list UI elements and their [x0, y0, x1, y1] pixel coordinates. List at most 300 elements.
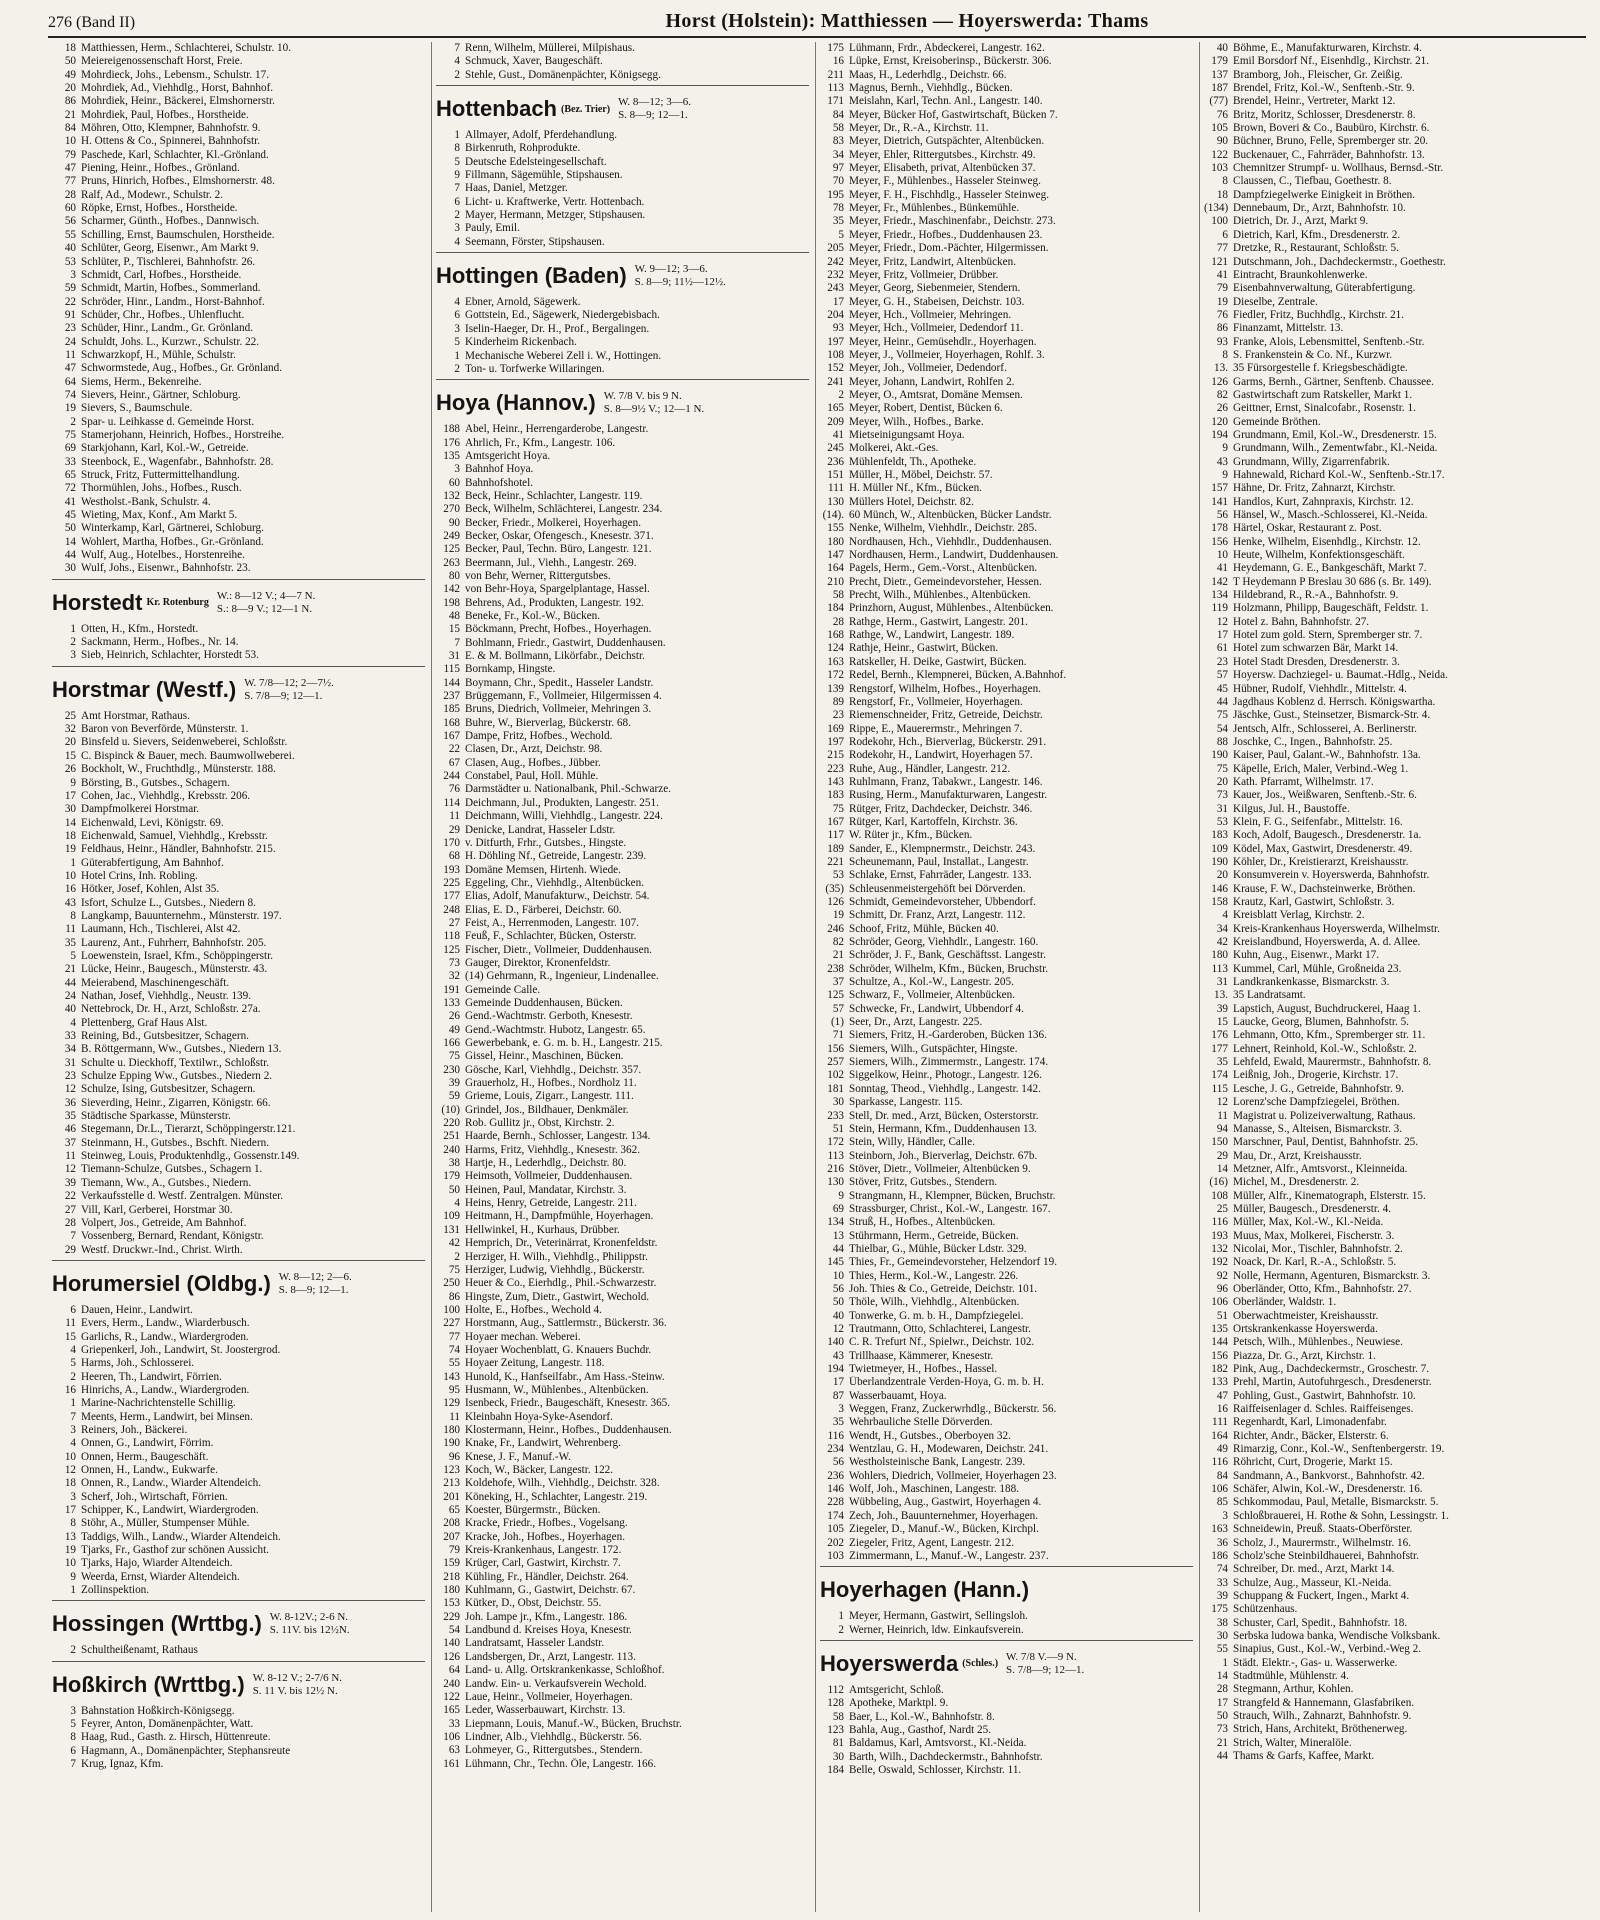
phone-number: 49	[448, 1023, 460, 1036]
directory-entry	[820, 469, 1193, 482]
phone-number: 34	[832, 148, 844, 161]
directory-entry	[436, 1064, 809, 1077]
phone-number: 77	[448, 1330, 460, 1343]
directory-entry	[436, 1384, 809, 1397]
subscriber-name: Verkaufsstelle d. Westf. Zentralgen. Münster.	[81, 1190, 284, 1203]
phone-number: 25	[1216, 1202, 1228, 1215]
subscriber-name: Amtsgericht, Schloß.	[849, 1683, 944, 1696]
phone-number: 175	[827, 42, 844, 54]
directory-entry	[436, 477, 809, 490]
subscriber-name: Steinweg, Louis, Produktenhdlg., Gossenstr.149.	[81, 1150, 300, 1163]
subscriber-name: Becker, Friedr., Molkerei, Hoyerhagen.	[465, 516, 642, 529]
subscriber-name: Dennebaum, Dr., Arzt, Bahnhofstr. 10.	[1233, 202, 1406, 215]
phone-number: 185	[443, 703, 460, 716]
directory-entry	[1204, 189, 1578, 202]
subscriber-name: Kuhlmann, G., Gastwirt, Deichstr. 67.	[465, 1584, 636, 1597]
phone-number: 61	[1216, 642, 1228, 655]
phone-number: 82	[1216, 388, 1228, 401]
subscriber-name: Volpert, Jos., Getreide, Am Bahnhof.	[81, 1216, 247, 1229]
phone-number: 8	[70, 1517, 76, 1530]
subscriber-name: Siemers, Wilh., Zimmermstr., Langestr. 174.	[849, 1056, 1049, 1069]
phone-number: 10	[64, 1557, 76, 1570]
subscriber-name: Kuhn, Aug., Eisenwr., Markt 17.	[1233, 949, 1380, 962]
directory-entry	[436, 222, 809, 235]
subscriber-name: Meiereigenossenschaft Horst, Freie.	[81, 55, 243, 68]
directory-entry	[436, 743, 809, 756]
directory-entry	[52, 803, 425, 816]
subscriber-name: Gottstein, Ed., Sägewerk, Niedergebisbach.	[465, 309, 660, 322]
directory-entry	[52, 636, 425, 649]
phone-number: 13.	[1214, 362, 1228, 375]
subscriber-name: Schulze Epping Ww., Gutsbes., Niedern 2.	[81, 1070, 273, 1083]
subscriber-name: Schützenhaus.	[1233, 1603, 1298, 1616]
column-3	[816, 42, 1200, 1912]
directory-entry	[820, 362, 1193, 375]
phone-number: 9	[838, 1189, 844, 1202]
subscriber-name: Brendel, Heinr., Vertreter, Markt 12.	[1233, 95, 1396, 108]
directory-entry	[1204, 215, 1578, 228]
directory-entry	[436, 1611, 809, 1624]
directory-entry	[52, 95, 425, 108]
phone-number: 75	[1216, 709, 1228, 722]
phone-number: 74	[1216, 1563, 1228, 1576]
phone-number: 248	[443, 903, 460, 916]
subscriber-name: Ebner, Arnold, Sägewerk.	[465, 296, 581, 309]
directory-entry	[52, 416, 425, 429]
subscriber-name: Schultheißenamt, Rathaus	[81, 1644, 198, 1657]
directory-entry	[436, 1651, 809, 1664]
subscriber-name: Scholz, J., Maurermstr., Wilhelmstr. 16.	[1233, 1536, 1412, 1549]
phone-number: 130	[827, 495, 844, 508]
directory-entry	[436, 730, 809, 743]
directory-entry	[1204, 1523, 1578, 1536]
phone-number: 183	[827, 789, 844, 802]
phone-number: 53	[1216, 815, 1228, 828]
phone-number: 35	[64, 1110, 76, 1123]
subscriber-name: Schuldt, Johs. L., Kurzwr., Schulstr. 22.	[81, 335, 260, 348]
directory-entry	[436, 363, 809, 376]
subscriber-name: Husmann, W., Mühlenbes., Altenbücken.	[465, 1383, 649, 1396]
directory-entry	[820, 429, 1193, 442]
subscriber-name: Belle, Oswald, Schlosser, Kirchstr. 11.	[849, 1763, 1022, 1776]
subscriber-name: Geittner, Ernst, Sinalcofabr., Rosenstr. 1.	[1233, 402, 1416, 415]
subscriber-name: Britz, Moritz, Schlosser, Dresdenerstr. 8.	[1233, 108, 1416, 121]
subscriber-name: Meyer, Hermann, Gastwirt, Sellingsloh.	[849, 1610, 1028, 1623]
directory-entry	[52, 1344, 425, 1357]
subscriber-name: Stegmann, Arthur, Kohlen.	[1233, 1683, 1354, 1696]
directory-entry	[1204, 562, 1578, 575]
phone-number: 5	[838, 228, 844, 241]
subscriber-name: Hagmann, A., Domänenpächter, Stephansreute	[81, 1744, 291, 1757]
phone-number: 81	[832, 1737, 844, 1750]
phone-number: 50	[64, 55, 76, 68]
directory-entry	[436, 1090, 809, 1103]
subscriber-name: Siemers, Fritz, H.-Garderoben, Bücken 136.	[849, 1029, 1047, 1042]
directory-entry	[436, 156, 809, 169]
directory-entry	[436, 1504, 809, 1517]
subscriber-name: Becker, Paul, Techn. Büro, Langestr. 121.	[465, 543, 652, 556]
phone-number: 245	[827, 442, 844, 455]
phone-number: 17	[1216, 629, 1228, 642]
subscriber-name: Ruhlmann, Franz, Tabakwr., Langestr. 146.	[849, 775, 1043, 788]
directory-entry	[1204, 442, 1578, 455]
subscriber-name: Thormühlen, Johs., Hofbes., Rusch.	[81, 482, 242, 495]
town-heading	[52, 1661, 425, 1705]
directory-entry	[436, 437, 809, 450]
phone-number: 12	[1216, 1096, 1228, 1109]
subscriber-name: Marschner, Paul, Dentist, Bahnhofstr. 25.	[1233, 1136, 1419, 1149]
phone-number: 9	[1222, 442, 1228, 455]
phone-number: 39	[64, 1176, 76, 1189]
phone-number: 21	[64, 108, 76, 121]
directory-entry	[52, 549, 425, 562]
phone-number: 6	[70, 1744, 76, 1757]
subscriber-name: Heimsoth, Vollmeier, Duddenhausen.	[465, 1170, 633, 1183]
phone-number: 100	[443, 1303, 460, 1316]
subscriber-name: Grauerholz, H., Hofbes., Nordholz 11.	[465, 1077, 637, 1090]
directory-entry	[436, 1464, 809, 1477]
phone-number: 221	[827, 855, 844, 868]
phone-number: 43	[1216, 455, 1228, 468]
town-heading	[52, 579, 425, 623]
subscriber-name: Laumann, Hch., Tischlerei, Alst 42.	[81, 923, 241, 936]
subscriber-name: Landsbergen, Dr., Arzt, Langestr. 113.	[465, 1650, 636, 1663]
phone-number: 76	[1216, 308, 1228, 321]
subscriber-name: Meyer, Joh., Vollmeier, Dedendorf.	[849, 362, 1007, 375]
directory-entry	[52, 790, 425, 803]
subscriber-name: Stein, Willy, Händler, Calle.	[849, 1136, 975, 1149]
phone-number: 13	[64, 1530, 76, 1543]
town-name: Hottingen (Baden)	[436, 263, 627, 289]
directory-entry	[1204, 789, 1578, 802]
phone-number: 84	[1216, 1469, 1228, 1482]
subscriber-name: Eichenwald, Samuel, Viehhdlg., Krebsstr.	[81, 829, 268, 842]
directory-entry	[820, 189, 1193, 202]
subscriber-name: Wohlert, Martha, Hofbes., Gr.-Grönland.	[81, 535, 264, 548]
subscriber-name: Mohrdiek, Heinr., Bäckerei, Elmshornerstr.	[81, 95, 275, 108]
directory-entry	[436, 1678, 809, 1691]
directory-entry	[1204, 95, 1578, 108]
subscriber-name: Lesche, J. G., Getreide, Bahnhofstr. 9.	[1233, 1082, 1404, 1095]
directory-entry	[52, 296, 425, 309]
directory-entry	[820, 95, 1193, 108]
directory-entry	[52, 1331, 425, 1344]
phone-number: 10	[1216, 549, 1228, 562]
subscriber-name: Lindner, Alb., Viehhdlg., Bückerstr. 56.	[465, 1730, 642, 1743]
directory-entry	[820, 642, 1193, 655]
directory-entry	[436, 944, 809, 957]
phone-number: 7	[454, 42, 460, 54]
directory-entry	[436, 557, 809, 570]
subscriber-name: Nordhausen, Hch., Viehhdlr., Duddenhausen.	[849, 535, 1052, 548]
directory-entry	[52, 1731, 425, 1744]
directory-entry	[820, 669, 1193, 682]
subscriber-name: Bahnhofshotel.	[465, 476, 534, 489]
town-heading	[436, 85, 809, 129]
subscriber-name: Mohrdieck, Johs., Lebensm., Schulstr. 17.	[81, 68, 269, 81]
phone-number: 31	[1216, 976, 1228, 989]
subscriber-name: Köhler, Dr., Kreistierarzt, Kreishausstr.	[1233, 855, 1409, 868]
directory-entry	[52, 202, 425, 215]
town-name: Horstmar (Westf.)	[52, 676, 237, 702]
subscriber-name: 35 Fürsorgestelle f. Kriegsbeschädigte.	[1233, 362, 1408, 375]
subscriber-name: Siemers, Wilh., Gutspächter, Hingste.	[849, 1042, 1018, 1055]
subscriber-name: Petsch, Wilh., Mühlenbes., Neuwiese.	[1233, 1336, 1403, 1349]
subscriber-name: Meyer, F., Mühlenbes., Hasseler Steinweg.	[849, 175, 1041, 188]
phone-number: 179	[1211, 55, 1228, 68]
phone-number: 4	[70, 1437, 76, 1450]
subscriber-name: Liepmann, Louis, Manuf.-W., Bücken, Bruchstr.	[465, 1717, 682, 1730]
directory-entry	[1204, 336, 1578, 349]
subscriber-name: Buckenauer, C., Fahrräder, Bahnhofstr. 13.	[1233, 148, 1425, 161]
subscriber-name: Beneke, Fr., Kol.-W., Bücken.	[465, 610, 601, 622]
subscriber-name: Heuer & Co., Eierhdlg., Phil.-Schwarzestr.	[465, 1277, 657, 1290]
phone-number: 167	[443, 730, 460, 743]
directory-entry	[1204, 256, 1578, 269]
subscriber-name: Piening, Heinr., Hofbes., Grönland.	[81, 162, 240, 175]
subscriber-name: Koldehofe, Wilh., Viehhdlg., Deichstr. 328.	[465, 1477, 660, 1490]
phone-number: 10	[64, 135, 76, 148]
subscriber-name: Koester, Bürgermstr., Bücken.	[465, 1504, 601, 1517]
subscriber-name: Griepenkerl, Joh., Landwirt, St. Joostergrod.	[81, 1343, 281, 1356]
directory-entry	[436, 1691, 809, 1704]
phone-number: 75	[832, 802, 844, 815]
directory-entry	[1204, 1750, 1578, 1763]
subscriber-name: Sparkasse, Langestr. 115.	[849, 1096, 963, 1109]
subscriber-name: Büchner, Bruno, Felle, Spremberger str. 20.	[1233, 135, 1429, 148]
phone-number: 26	[448, 1010, 460, 1023]
subscriber-name: Schmitt, Dr. Franz, Arzt, Langestr. 112.	[849, 909, 1026, 922]
subscriber-name: Kühling, Fr., Händler, Deichstr. 264.	[465, 1570, 629, 1583]
subscriber-name: Röhricht, Curt, Drogerie, Markt 15.	[1233, 1456, 1393, 1469]
directory-entry	[52, 1451, 425, 1464]
subscriber-name: Beck, Heinr., Schlachter, Langestr. 119.	[465, 489, 643, 502]
directory-entry	[436, 196, 809, 209]
directory-entry	[52, 1230, 425, 1243]
subscriber-name: Hahnewald, Richard Kol.-W., Senftenb.-Str.17.	[1233, 469, 1445, 481]
phone-number: 76	[1216, 108, 1228, 121]
subscriber-name: Fillmann, Sägemühle, Stipshausen.	[465, 169, 623, 182]
phone-number: 131	[443, 1223, 460, 1236]
subscriber-name: Eggeling, Chr., Viehhdlg., Altenbücken.	[465, 876, 645, 889]
subscriber-name: Licht- u. Kraftwerke, Vertr. Hottenbach.	[465, 195, 645, 208]
phone-number: 146	[1211, 882, 1228, 895]
phone-number: 5	[454, 336, 460, 349]
subscriber-name: Schloßbrauerei, H. Rothe & Sohn, Lessingstr. 1.	[1233, 1509, 1449, 1522]
office-hours: W.: 8—12 V.; 4—7 N. S.: 8—9 V.; 12—1 N.	[216, 589, 316, 615]
phone-number: 156	[827, 1042, 844, 1055]
phone-number: 2	[454, 209, 460, 222]
phone-number: 47	[64, 362, 76, 375]
subscriber-name: Serbska ludowa banka, Wendische Volksbank.	[1233, 1629, 1441, 1642]
directory-entry	[1204, 1056, 1578, 1069]
directory-entry	[436, 717, 809, 730]
phone-number: 129	[443, 1397, 460, 1410]
phone-number: 257	[827, 1056, 844, 1069]
subscriber-name: Scherf, Joh., Wirtschaft, Förrien.	[81, 1490, 228, 1503]
phone-number: 30	[64, 562, 76, 575]
directory-entry	[820, 349, 1193, 362]
phone-number: 210	[827, 575, 844, 588]
subscriber-name: Schulze, Ising, Gutsbesitzer, Schagern.	[81, 1083, 256, 1096]
subscriber-name: Müller, Baugesch., Dresdenerstr. 4.	[1233, 1202, 1392, 1215]
directory-entry	[52, 750, 425, 763]
subscriber-name: Lapstich, August, Buchdruckerei, Haag 1.	[1233, 1002, 1421, 1015]
phone-number: 21	[64, 963, 76, 976]
directory-entry	[820, 376, 1193, 389]
directory-entry	[52, 149, 425, 162]
phone-number: 157	[1211, 482, 1228, 495]
directory-entry	[52, 362, 425, 375]
directory-entry	[52, 1464, 425, 1477]
directory-entry	[820, 789, 1193, 802]
directory-entry	[1204, 1657, 1578, 1670]
directory-entry	[820, 883, 1193, 896]
directory-entry	[52, 923, 425, 936]
directory-entry	[1204, 642, 1578, 655]
subscriber-name: Ton- u. Torfwerke Willaringen.	[465, 362, 605, 375]
subscriber-name: Feuß, F., Schlachter, Bücken, Osterstr.	[465, 930, 637, 943]
directory-entry	[1204, 162, 1578, 175]
subscriber-name: Meyer, Wilh., Hofbes., Barke.	[849, 415, 984, 428]
subscriber-name: Kracke, Friedr., Hofbes., Vogelsang.	[465, 1517, 628, 1530]
subscriber-name: Böckmann, Precht, Hofbes., Hoyerhagen.	[465, 623, 652, 636]
directory-entry	[52, 1437, 425, 1450]
directory-entry	[1204, 1403, 1578, 1416]
town-name: Hoyerswerda	[820, 1650, 959, 1676]
subscriber-name: Lehfeld, Ewald, Maurermstr., Bahnhofstr. 8.	[1233, 1056, 1432, 1069]
subscriber-name: Scholz'sche Steinbildhauerei, Bahnhofstr.	[1233, 1549, 1419, 1562]
directory-entry	[1204, 82, 1578, 95]
directory-entry	[1204, 1363, 1578, 1376]
directory-entry	[52, 242, 425, 255]
phone-number: 6	[70, 1303, 76, 1316]
phone-number: 27	[64, 1203, 76, 1216]
directory-entry	[820, 1443, 1193, 1456]
directory-entry	[820, 496, 1193, 509]
phone-number: 207	[443, 1530, 460, 1543]
directory-entry	[1204, 362, 1578, 375]
directory-entry	[1204, 1550, 1578, 1563]
subscriber-name: Weerda, Ernst, Wiarder Altendeich.	[81, 1570, 240, 1583]
subscriber-name: Meyer, Dietrich, Gutspächter, Altenbücken.	[849, 135, 1045, 148]
subscriber-name: Prehl, Martin, Autofuhrgesch., Dresdenerstr.	[1233, 1376, 1432, 1389]
phone-number: 64	[448, 1664, 460, 1677]
subscriber-name: Gend.-Wachtmstr. Hubotz, Langestr. 65.	[465, 1023, 646, 1036]
subscriber-name: Baldamus, Karl, Amtsvorst., Kl.-Neida.	[849, 1737, 1027, 1750]
phone-number: 38	[1216, 1616, 1228, 1629]
phone-number: 243	[827, 282, 844, 295]
directory-entry	[820, 576, 1193, 589]
directory-entry	[52, 1571, 425, 1584]
directory-entry	[820, 1537, 1193, 1550]
phone-number: 10	[64, 1450, 76, 1463]
phone-number: 113	[1211, 962, 1228, 975]
directory-entry	[1204, 456, 1578, 469]
directory-entry	[1204, 402, 1578, 415]
directory-entry	[52, 1043, 425, 1056]
subscriber-name: Lühmann, Chr., Techn. Öle, Langestr. 166.	[465, 1757, 657, 1770]
directory-entry	[52, 1110, 425, 1123]
subscriber-name: Magnus, Bernh., Viehhdlg., Bücken.	[849, 82, 1013, 95]
directory-entry	[52, 777, 425, 790]
subscriber-name: Güterabfertigung, Am Bahnhof.	[81, 856, 224, 869]
subscriber-name: Wohlers, Diedrich, Vollmeier, Hoyerhagen 23.	[849, 1469, 1057, 1482]
phone-number: 44	[1216, 1750, 1228, 1762]
subscriber-name: Schröder, Hinr., Landm., Horst-Bahnhof.	[81, 295, 265, 308]
subscriber-name: Trillhaase, Kämmerer, Knesestr.	[849, 1349, 994, 1362]
phone-number: 145	[827, 1256, 844, 1269]
subscriber-name: Kilgus, Jul. H., Baustoffe.	[1233, 802, 1350, 815]
directory-entry	[436, 142, 809, 155]
directory-entry	[820, 843, 1193, 856]
directory-entry	[820, 42, 1193, 55]
directory-entry	[52, 1371, 425, 1384]
directory-entry	[820, 896, 1193, 909]
subscriber-name: Hoyaer Wochenblatt, G. Knauers Buchdr.	[465, 1343, 652, 1356]
subscriber-name: Joschke, C., Ingen., Bahnhofstr. 25.	[1233, 735, 1393, 748]
subscriber-name: Hinrichs, A., Landw., Wiardergroden.	[81, 1383, 250, 1396]
subscriber-name: Laucke, Georg, Blumen, Bahnhofstr. 5.	[1233, 1016, 1409, 1029]
phone-number: 12	[64, 1464, 76, 1476]
subscriber-name: W. Rüter jr., Kfm., Bücken.	[849, 829, 973, 842]
phone-number: 31	[448, 650, 460, 663]
phone-number: 30	[832, 1750, 844, 1763]
directory-entry	[1204, 1603, 1578, 1616]
directory-entry	[436, 1037, 809, 1050]
subscriber-name: Bahla, Aug., Gasthof, Nardt 25.	[849, 1723, 991, 1736]
subscriber-name: Nolle, Hermann, Agenturen, Bismarckstr. 3.	[1233, 1269, 1431, 1282]
directory-entry	[820, 1283, 1193, 1296]
phone-number: 50	[64, 522, 76, 535]
subscriber-name: Hoyersw. Dachziegel- u. Baumat.-Hdlg., Neida.	[1233, 669, 1448, 682]
subscriber-name: Schröder, J. F., Bank, Geschäftsst. Langestr.	[849, 949, 1046, 962]
subscriber-name: Mechanische Weberei Zell i. W., Hottingen.	[465, 349, 662, 362]
directory-entry	[436, 55, 809, 68]
phone-number: 241	[827, 375, 844, 388]
subscriber-name: Meyer, Fritz, Landwirt, Altenbücken.	[849, 255, 1017, 268]
directory-entry	[820, 1610, 1193, 1623]
subscriber-name: Rütger, Karl, Kartoffeln, Kirchstr. 36.	[849, 815, 1018, 828]
phone-number: 59	[448, 1090, 460, 1103]
office-hours: W. 9—12; 3—6. S. 8—9; 11½—12½.	[634, 263, 726, 289]
phone-number: 44	[64, 976, 76, 989]
directory-entry	[52, 817, 425, 830]
directory-entry	[436, 236, 809, 249]
phone-number: 15	[1216, 1016, 1228, 1029]
phone-number: 23	[64, 1070, 76, 1083]
subscriber-name: Gewerbebank, e. G. m. b. H., Langestr. 215.	[465, 1037, 663, 1049]
phone-number: 90	[1216, 135, 1228, 148]
town-name: Horstedt	[52, 589, 143, 615]
directory-entry	[820, 296, 1193, 309]
directory-entry	[820, 242, 1193, 255]
directory-entry	[1204, 1096, 1578, 1109]
directory-entry	[1204, 1617, 1578, 1630]
subscriber-name: Sandmann, A., Bankvorst., Bahnhofstr. 42.	[1233, 1469, 1425, 1482]
phone-number: 115	[1211, 1082, 1228, 1095]
phone-number: 73	[1216, 789, 1228, 802]
subscriber-name: Lühmann, Frdr., Abdeckerei, Langestr. 162.	[849, 42, 1045, 54]
phone-number: 11	[449, 1410, 460, 1423]
page-number: 276 (Band II)	[48, 14, 136, 31]
phone-number: 57	[832, 1002, 844, 1015]
phone-number: 109	[443, 1210, 460, 1223]
phone-number: 190	[1211, 749, 1228, 762]
directory-entry	[52, 109, 425, 122]
phone-number: 10	[832, 1269, 844, 1282]
phone-number: 240	[443, 1677, 460, 1690]
